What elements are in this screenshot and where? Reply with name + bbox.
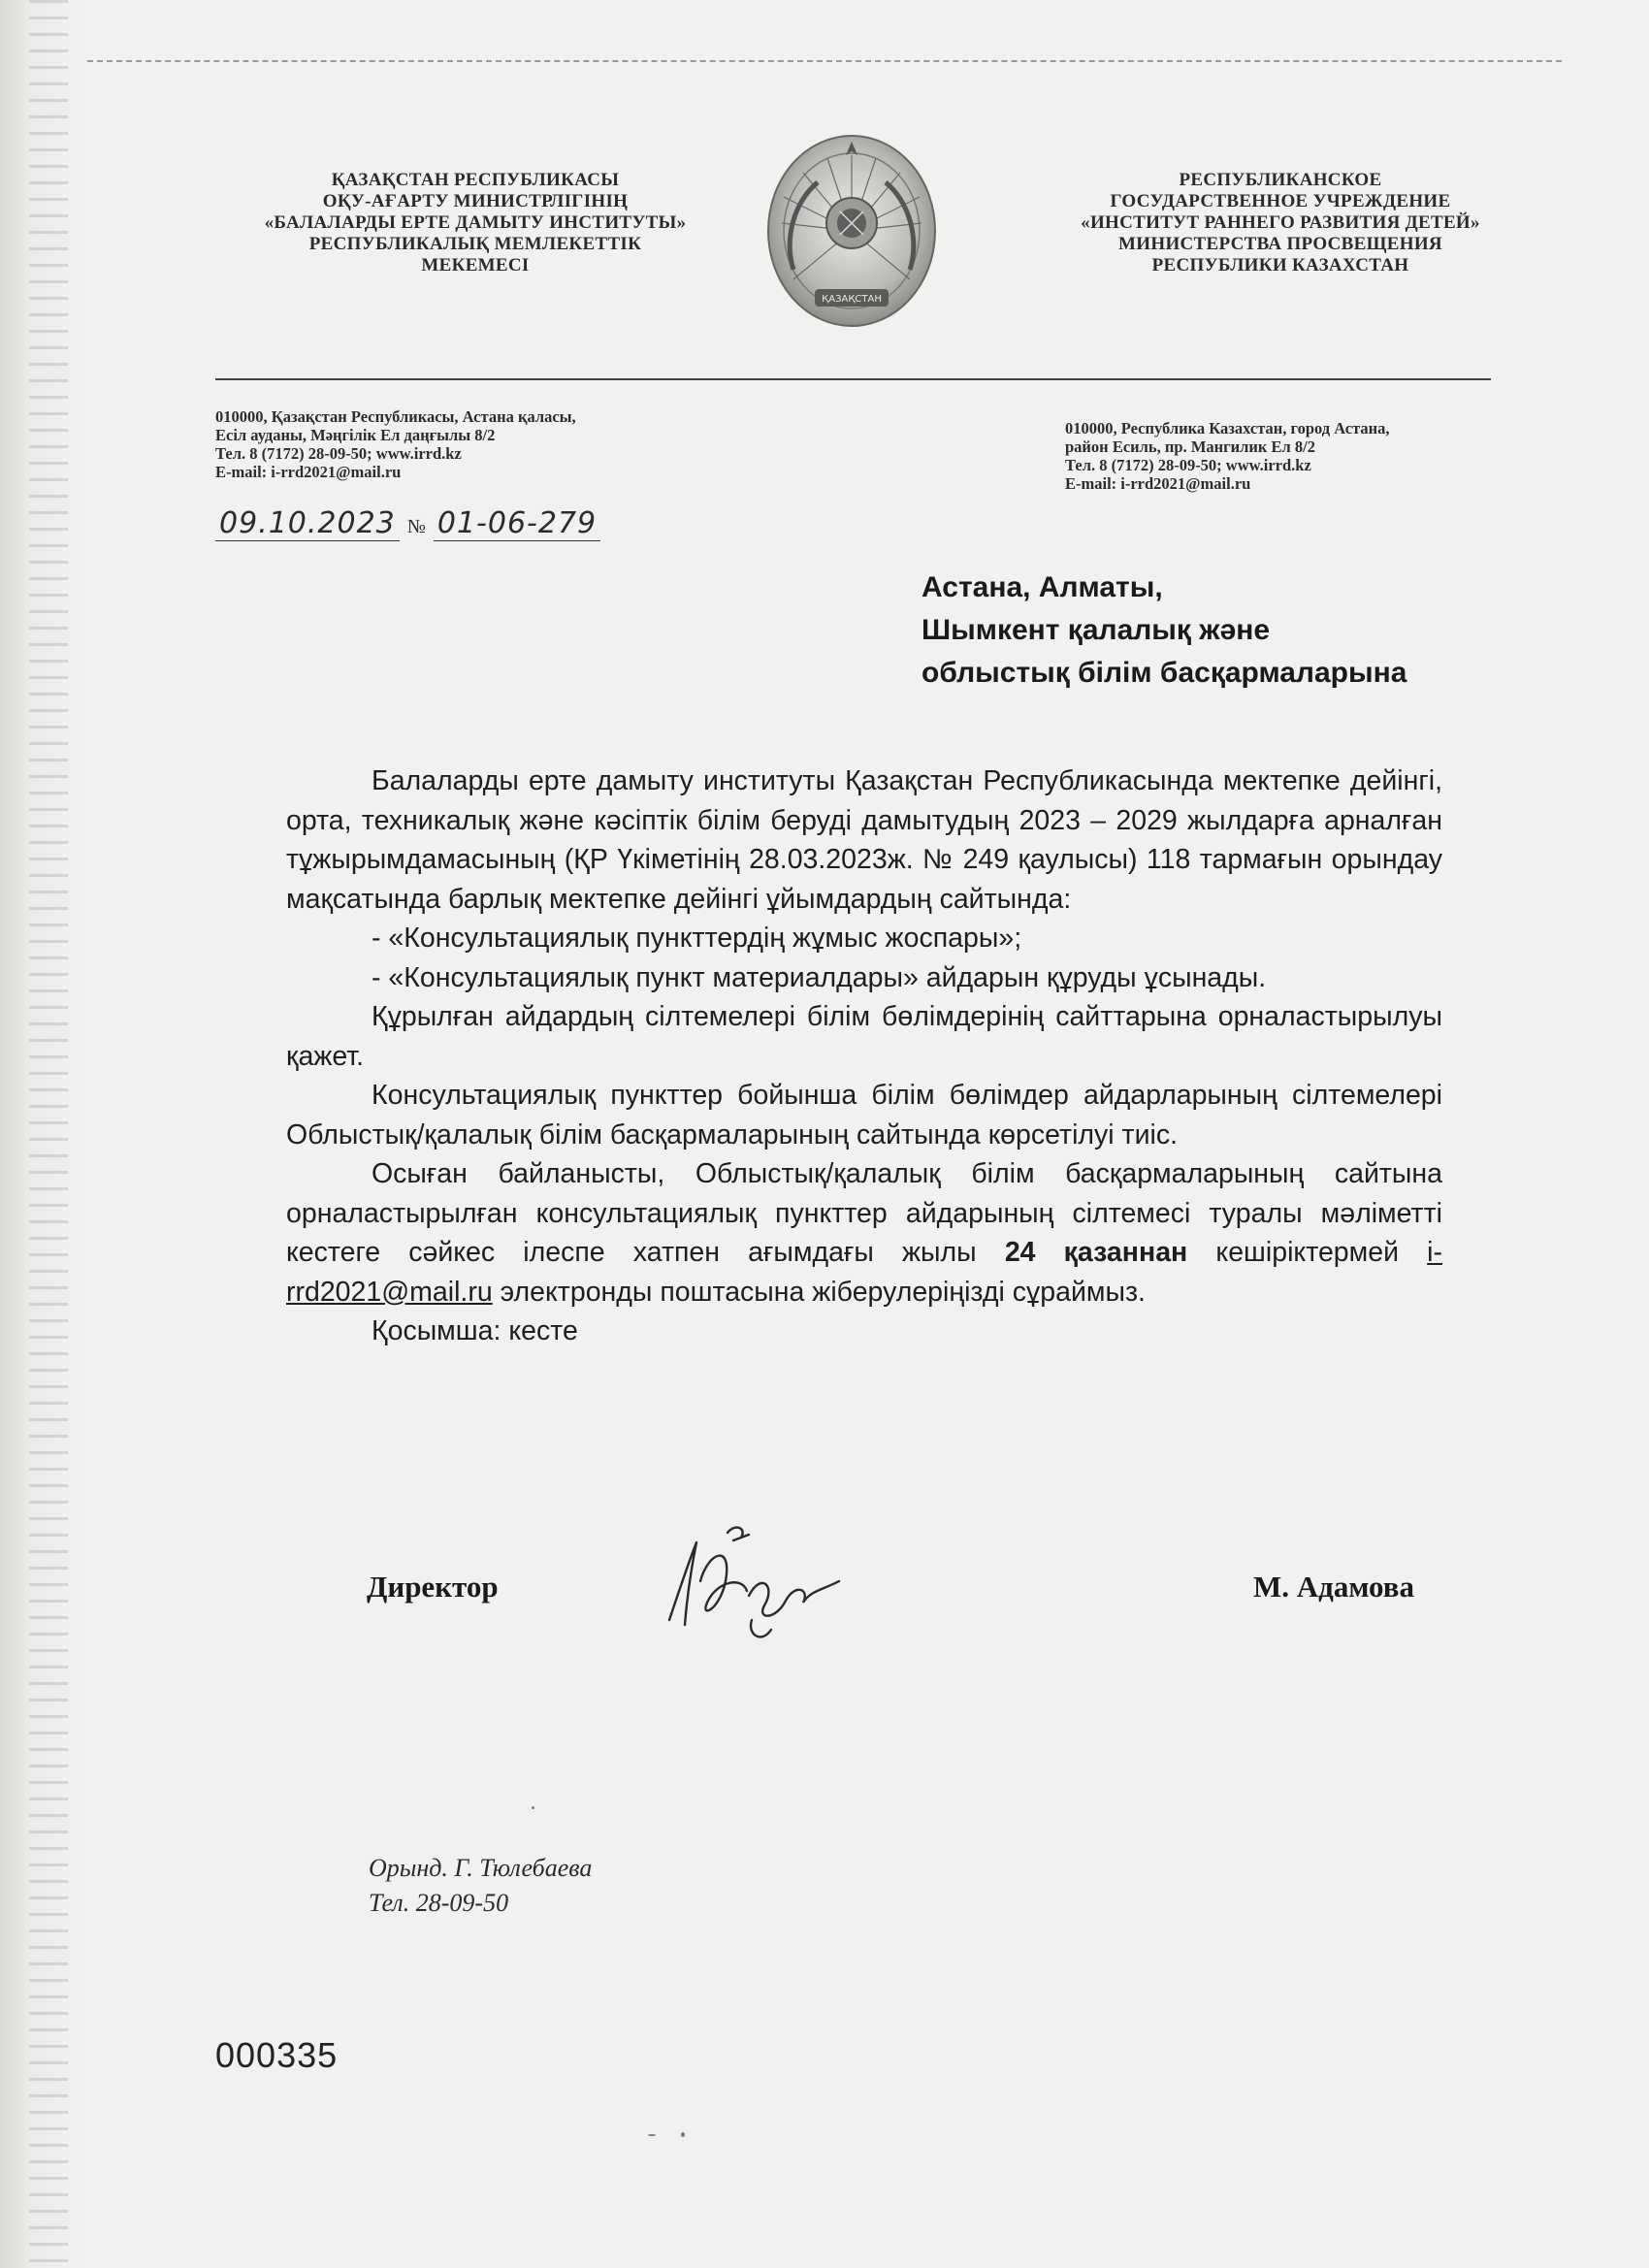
header-right-line: РЕСПУБЛИКИ КАЗАХСТАН — [1151, 255, 1409, 275]
body-paragraph: Консультациялық пункттер бойынша білім бөлімдер айдарларының сілтемелері Облыстық/қалалық білім басқармаларының сайтында көрсетілуі тиіс. — [286, 1080, 1442, 1150]
body-text-span: кешіріктермей — [1187, 1237, 1428, 1268]
executor-phone: Тел. 28-09-50 — [369, 1889, 509, 1917]
header-right-line: ГОСУДАРСТВЕННОЕ УЧРЕЖДЕНИЕ — [1110, 191, 1451, 211]
recipient-block — [922, 567, 1406, 695]
recipient-line: облыстық білім басқармаларына — [922, 657, 1407, 689]
address-left-line: Тел. 8 (7172) 28-09-50; www.irrd.kz — [215, 444, 462, 463]
body-list-item: - «Консультациялық пункт материалдары» айдарын құруды ұсынады. — [372, 961, 1267, 993]
body-list-item: - «Консультациялық пункттердің жұмыс жоспары»; — [372, 923, 1022, 954]
address-left-line: 010000, Қазақстан Республикасы, Астана қаласы, — [215, 407, 576, 426]
address-right-line: Тел. 8 (7172) 28-09-50; www.irrd.kz — [1065, 456, 1311, 474]
header-left-line: МЕКЕМЕСІ — [421, 255, 530, 275]
address-left-line: Есіл ауданы, Мәңгілік Ел даңғылы 8/2 — [215, 426, 496, 444]
reference-line — [215, 506, 600, 541]
attachment-note: Қосымша: кесте — [372, 1315, 578, 1346]
signature-icon — [640, 1513, 854, 1649]
body-paragraph: Балаларды ерте дамыту институты Қазақстан Республикасында мектепке дейінгі, орта, техникалық және кәсіптік білім беруді дамытудың 2023 – 2029 жылдарға арналған тұжырымдамасының (ҚР Үкіметінің 28.03.2023ж. № 249 қаулысы) 118 тармағын орындау мақсатында барлық мектепке дейінгі ұйымдардың сайтында: — [286, 765, 1442, 915]
scan-edge — [0, 0, 87, 2268]
signatory-name: М. Адамова — [1253, 1570, 1415, 1604]
header-rule — [215, 378, 1491, 380]
state-emblem-icon — [764, 134, 939, 333]
executor-name: Орынд. Г. Тюлебаева — [369, 1854, 593, 1882]
header-right-line: РЕСПУБЛИКАНСКОЕ — [1179, 170, 1382, 190]
address-kazakh — [215, 407, 576, 481]
header-kazakh — [209, 170, 742, 276]
reference-date: 09.10.2023 — [215, 506, 400, 541]
address-left-line: E-mail: i-rrd2021@mail.ru — [215, 463, 402, 481]
signatory-title: Директор — [367, 1570, 499, 1604]
header-right-line: МИНИСТЕРСТВА ПРОСВЕЩЕНИЯ — [1118, 234, 1442, 254]
reference-number: 01-06-279 — [434, 506, 600, 541]
address-right-line: 010000, Республика Казахстан, город Астана, — [1065, 419, 1390, 437]
executor-block — [369, 1851, 592, 1921]
recipient-line: Шымкент қалалық және — [922, 614, 1271, 646]
recipient-line: Астана, Алматы, — [922, 571, 1163, 603]
top-border — [87, 60, 1562, 62]
address-right-line: район Есиль, пр. Мангилик Ел 8/2 — [1065, 437, 1316, 456]
address-russian — [1065, 419, 1390, 493]
header-left-line: РЕСПУБЛИКАЛЫҚ МЕМЛЕКЕТТІК — [308, 234, 642, 254]
scan-speck — [532, 1806, 534, 1809]
body-paragraph — [286, 1154, 1442, 1312]
header-left-line: «БАЛАЛАРДЫ ЕРТЕ ДАМЫТУ ИНСТИТУТЫ» — [264, 212, 687, 233]
address-right-line: E-mail: i-rrd2021@mail.ru — [1065, 474, 1251, 493]
body-paragraph: Құрылған айдардың сілтемелері білім бөлімдерінің сайттарына орналастырылуы қажет. — [286, 1001, 1442, 1072]
letter-body — [286, 761, 1442, 1351]
registration-number: 000335 — [215, 2035, 339, 2075]
header-right-line: «ИНСТИТУТ РАННЕГО РАЗВИТИЯ ДЕТЕЙ» — [1081, 212, 1480, 233]
deadline-date: 24 қазаннан — [1004, 1237, 1188, 1268]
scan-speck — [681, 2132, 685, 2137]
header-left-line: ҚАЗАҚСТАН РЕСПУБЛИКАСЫ — [331, 170, 620, 190]
header-russian — [1009, 170, 1552, 276]
body-text-span: электронды поштасына жіберулеріңізді сұраймыз. — [492, 1276, 1146, 1308]
email-link[interactable]: i-rrd2021@mail.ru — [286, 1237, 1442, 1308]
emblem-text: ҚАЗАҚСТАН — [822, 294, 882, 305]
header-left-line: ОҚУ-АҒАРТУ МИНИСТРЛІГІНІҢ — [322, 191, 629, 211]
scan-speck — [648, 2134, 656, 2136]
reference-number-sign: № — [406, 516, 426, 537]
body-text-span: Осыған байланысты, Облыстық/қалалық білім басқармаларының сайтына орналастырылған консультациялық пункттер айдарының сілтемесі туралы мәліметті кестеге сәйкес ілеспе хатпен ағымдағы жылы — [286, 1158, 1442, 1268]
